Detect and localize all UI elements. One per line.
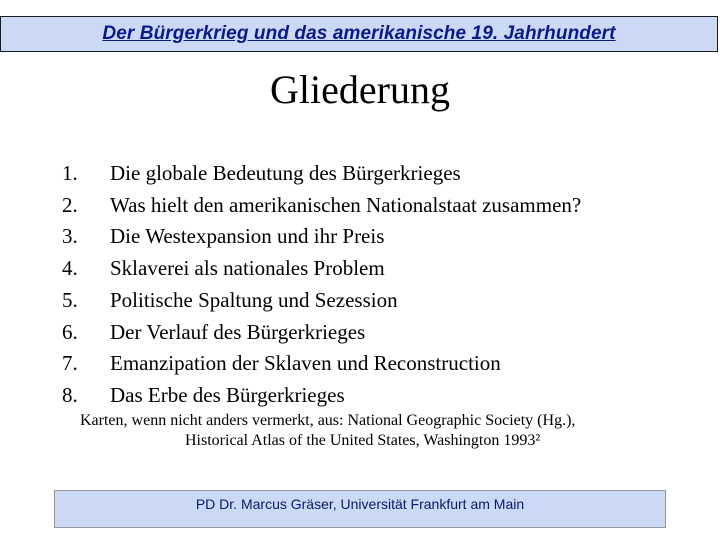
outline-item: [62, 221, 702, 253]
outline-item-label: Die globale Bedeutung des Bürgerkrieges: [110, 161, 461, 185]
header-title: Der Bürgerkrieg und das amerikanische 19. Jahrhundert: [102, 23, 616, 44]
footer-text: PD Dr. Marcus Gräser, Universität Frankfurt am Main: [195, 496, 525, 512]
outline-item-number: 1.: [62, 161, 78, 185]
source-note: [80, 411, 680, 451]
outline-item-number: 2.: [62, 192, 78, 217]
outline-item-number: 5.: [62, 287, 78, 312]
outline-item-label: Der Verlauf des Bürgerkrieges: [110, 319, 366, 344]
outline-item: [62, 158, 702, 190]
outline-item-label: Was hielt den amerikanischen Nationalstaat zusammen?: [110, 192, 582, 217]
outline-item: [62, 253, 702, 285]
source-note-line1: Karten, wenn nicht anders vermerkt, aus: National Geographic Society (Hg.),: [80, 412, 576, 429]
outline-item-label: Das Erbe des Bürgerkrieges: [110, 382, 345, 407]
outline-item-number: 6.: [62, 319, 78, 344]
outline-item: [62, 317, 702, 349]
outline-item: [62, 348, 702, 380]
outline-item-label: Die Westexpansion und ihr Preis: [110, 224, 385, 249]
source-note-line2: Historical Atlas of the United States, Washington 1993²: [185, 432, 541, 449]
outline-item-number: 3.: [62, 224, 78, 249]
outline-item: [62, 190, 702, 222]
slide-title: Gliederung: [270, 67, 450, 112]
outline-list: [62, 158, 702, 412]
header-bar: [0, 16, 718, 52]
footer-bar: [54, 490, 666, 528]
outline-item-label: Sklaverei als nationales Problem: [110, 256, 385, 281]
outline-item: [62, 285, 702, 317]
outline-item-number: 8.: [62, 382, 78, 407]
outline-item: [62, 380, 702, 412]
outline-item-label: Politische Spaltung und Sezession: [110, 287, 398, 312]
outline-item-number: 7.: [62, 351, 78, 376]
outline-item-label: Emanzipation der Sklaven und Reconstruction: [110, 351, 501, 376]
outline-item-number: 4.: [62, 256, 78, 281]
